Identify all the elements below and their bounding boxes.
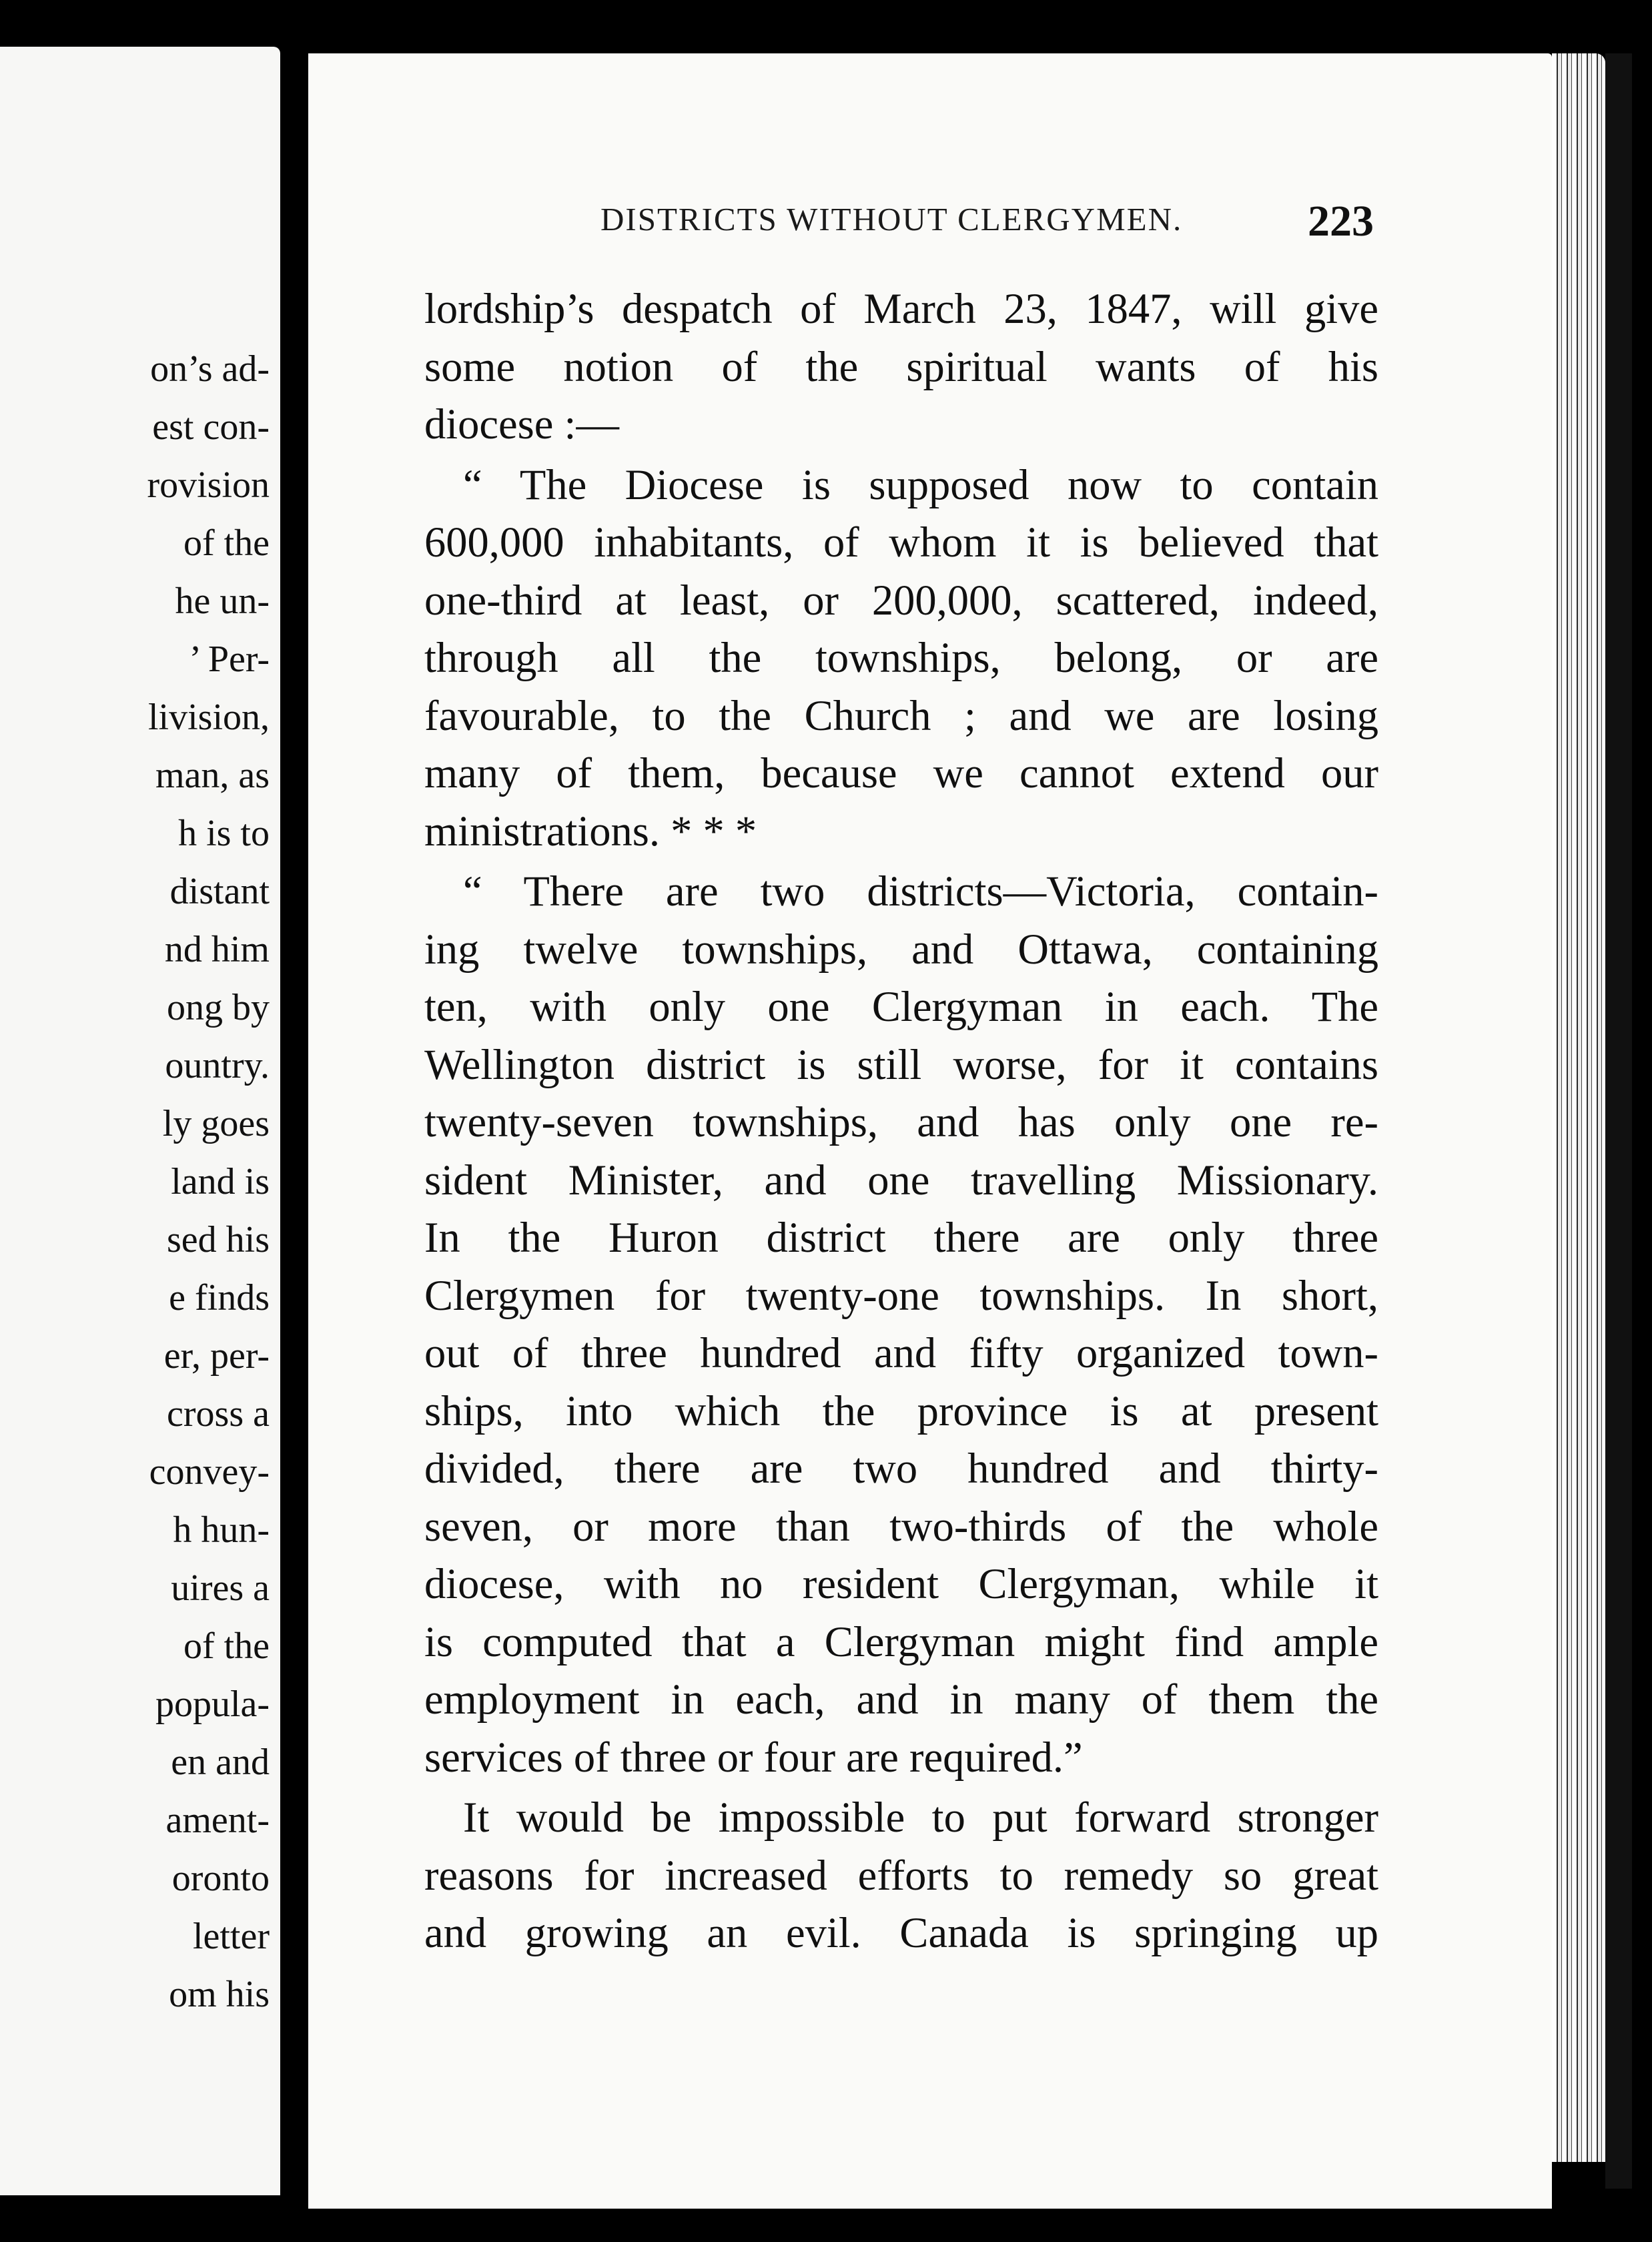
left-page-line: convey- (149, 1451, 270, 1493)
text-line: reasons for increased efforts to remedy so great (424, 1851, 1378, 1899)
left-page-line: ’ Per- (189, 639, 270, 680)
left-page-line: popula- (155, 1684, 270, 1725)
left-page-line: h hun- (173, 1509, 270, 1551)
left-page-line: letter (192, 1916, 270, 1957)
left-page (0, 47, 280, 2195)
text-line: one-third at least, or 200,000, scattered, indeed, (424, 576, 1378, 624)
paragraph-2-quote (424, 456, 1378, 861)
left-page-line: nd him (164, 929, 270, 970)
text-line: sident Minister, and one travelling Missionary. (424, 1156, 1378, 1204)
left-page-line: on’s ad- (150, 348, 270, 390)
paragraph-3-quote (424, 863, 1378, 1786)
left-page-line: er, per- (163, 1335, 270, 1377)
text-line: In the Huron district there are only three (424, 1214, 1378, 1261)
left-page-line: h is to (178, 813, 270, 854)
text-line: It would be impossible to put forward stronger (463, 1794, 1378, 1841)
text-line: and growing an evil. Canada is springing up (424, 1909, 1378, 1956)
text-line: diocese :— (424, 400, 619, 448)
text-line: divided, there are two hundred and thirty- (424, 1445, 1378, 1492)
text-line: is computed that a Clergyman might find ample (424, 1617, 1378, 1665)
left-page-line: e finds (169, 1277, 270, 1319)
page-edges (1552, 53, 1605, 2162)
book-gutter (280, 47, 308, 2202)
left-page-line: oronto (171, 1858, 270, 1899)
left-page-line: livision, (147, 697, 270, 738)
text-line: twenty-seven townships, and has only one re- (424, 1098, 1378, 1146)
text-line: through all the townships, belong, or are (424, 634, 1378, 681)
left-page-text (0, 340, 270, 2024)
text-line: employment in each, and in many of them the (424, 1675, 1378, 1723)
left-page-line: ong by (167, 987, 270, 1028)
text-line: ten, with only one Clergyman in each. The (424, 983, 1378, 1030)
text-line: out of three hundred and fifty organized town- (424, 1329, 1378, 1377)
left-page-line: sed his (167, 1219, 270, 1260)
left-page-line: man, as (155, 755, 270, 796)
left-page-line: land is (171, 1161, 270, 1202)
text-line: diocese, with no resident Clergyman, while it (424, 1560, 1378, 1607)
left-page-line: en and (171, 1742, 270, 1783)
paragraph-1 (424, 280, 1378, 454)
page-number: 223 (1308, 197, 1374, 246)
left-page-line: of the (183, 522, 270, 564)
text-line: “ There are two districts—Victoria, contain- (463, 867, 1378, 915)
paragraph-4 (424, 1789, 1378, 1962)
text-line: 600,000 inhabitants, of whom it is believed that (424, 518, 1378, 566)
text-line: lordship’s despatch of March 23, 1847, will give (424, 285, 1378, 332)
left-page-line: he un- (175, 581, 270, 622)
text-line: ministrations. * * * (424, 807, 757, 855)
text-line: some notion of the spiritual wants of his (424, 342, 1378, 390)
left-page-line: ament- (165, 1800, 270, 1841)
text-line: Wellington district is still worse, for it contains (424, 1040, 1378, 1088)
left-page-line: ountry. (165, 1045, 270, 1086)
left-page-line: rovision (147, 464, 270, 506)
text-line: seven, or more than two-thirds of the whole (424, 1502, 1378, 1550)
text-line: ships, into which the province is at present (424, 1387, 1378, 1435)
left-page-line: of the (183, 1625, 270, 1667)
left-page-line: cross a (167, 1393, 270, 1435)
left-page-line: distant (169, 871, 270, 912)
left-page-line: ly goes (162, 1103, 270, 1144)
text-line: services of three or four are required.” (424, 1733, 1083, 1781)
text-line: favourable, to the Church ; and we are losing (424, 691, 1378, 739)
text-line: Clergymen for twenty-one townships. In short, (424, 1271, 1378, 1319)
text-line: ing twelve townships, and Ottawa, containing (424, 925, 1378, 973)
running-header: DISTRICTS WITHOUT CLERGYMEN. (600, 201, 1183, 238)
page-edges-shadow (1605, 53, 1632, 2189)
left-page-line: om his (169, 1974, 270, 2015)
text-line: “ The Diocese is supposed now to contain (463, 460, 1378, 508)
page-body (424, 280, 1378, 1962)
text-line: many of them, because we cannot extend our (424, 749, 1378, 797)
left-page-line: uires a (171, 1567, 270, 1609)
left-page-line: est con- (152, 406, 270, 448)
